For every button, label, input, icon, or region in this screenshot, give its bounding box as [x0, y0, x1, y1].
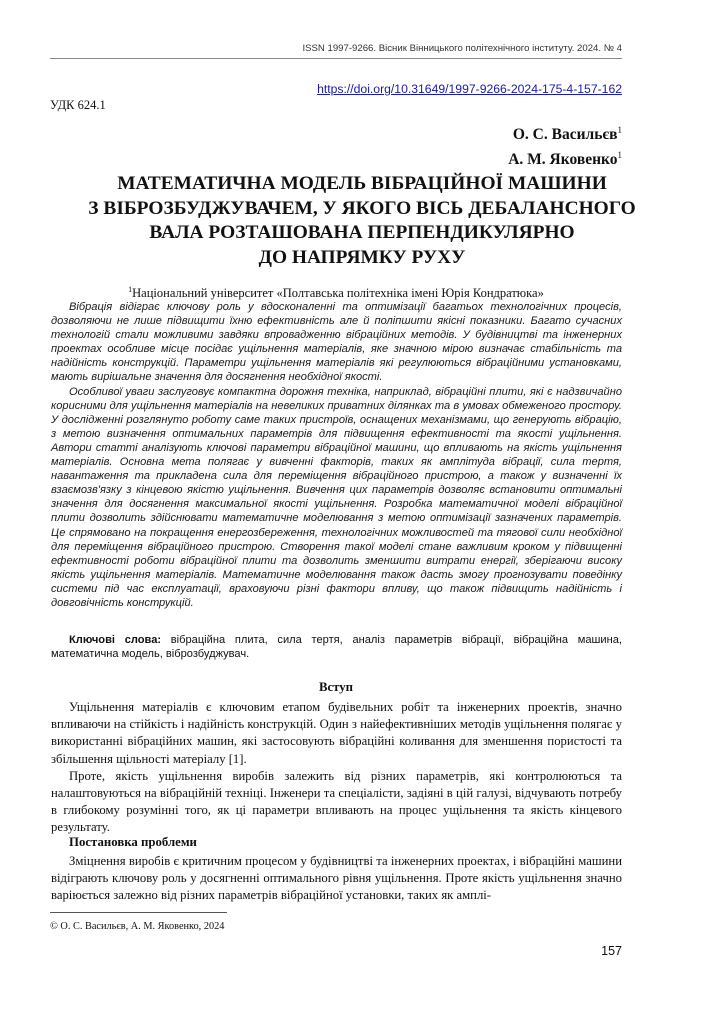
- affiliation: $^1$Національний університет «Полтавська політехніка імені Юрія Кондратюка»: [128, 285, 544, 300]
- footnote-rule: [50, 912, 227, 913]
- author: А. М. Яковенко$^1$: [508, 150, 622, 168]
- title-line: ВАЛА РОЗТАШОВАНА ПЕРПЕНДИКУЛЯРНО: [149, 222, 575, 243]
- abstract-paragraph: Вібрація відіграє ключову роль у вдосконаленні та оптимізації багатьох технологічних процесів, дозволяючи не лише підвищити їхню ефективність але й поліпшити якісні показники. Багато сучасних технологій стали можливими завдяки впровадженню вібраційних методів. У будівництві та інженерних проектах особливе місце посідає ущільнення матеріалів, яке значною мірою визначає стабільність та надійність конструкцій. Параметри ущільнення матеріалів які регулюються вібраційними установками, мають вирішальне значення для досягнення необхідної якості.: [51, 301, 622, 384]
- paper-title: [40, 172, 684, 270]
- doi: [52, 82, 622, 97]
- title-line: МАТЕМАТИЧНА МОДЕЛЬ ВІБРАЦІЙНОЇ МАШИНИ: [117, 173, 607, 194]
- section-body-problem-statement: [51, 853, 622, 905]
- keywords: [51, 633, 622, 662]
- affiliation-mark: 1: [617, 150, 622, 160]
- section-body-introduction: [51, 699, 622, 837]
- keywords-text: вібраційна плита, сила тертя, аналіз параметрів вібрації, вібраційна машина, математична модель, віброзбуджувач.: [51, 634, 622, 661]
- title-line: ДО НАПРЯМКУ РУХУ: [258, 246, 466, 268]
- abstract: [51, 300, 622, 610]
- abstract-paragraph: Особливої уваги заслуговує компактна дорожня техніка, наприклад, вібраційні плити, які є надзвичайно корисними для ущільнення матеріалів на невеликих приватних ділянках та в умовах обмеженого простору. У дослідженні розглянуто роботу саме таких пристроїв, оснащених механізмами, що генерують вібрацію, з метою визначення оптимальних параметрів для підвищення ефективності та якості ущільнення. Автори статті аналізують ключові параметри вібраційної машини, що впливають на якість ущільнення матеріалів. Основна мета полягає у вивченні факторів, таких як амплітуда вібрації, сила тертя, навантаження та прикладена сила для переміщення вібраційного пристрою, а також у визначенні їх взаємозв'язку з кінцевою якістю ущільнення. Вивчення цих параметрів дозволяє встановити оптимальні значення для досягнення максимальної якості ущільнення. Розробка математичної моделі вібраційної плити дозволить здійснювати математичне моделювання з метою оптимізації зазначених параметрів. Це спрямовано на покращення енергозбереження, технологічних можливостей та тягової сили необхідної для переміщення вібраційного пристрою. Створення такої моделі стане важливим кроком у підвищенні ефективності роботи вібраційної плити та дозволить зменшити витрати енергії, зберігаючи високу якість ущільнення матеріалів. Математичне моделювання також дасть змогу прогнозувати поведінку системи під час експлуатації, враховуючи різні фактори впливу, що також підвищить надійність і довговічність конструкцій.: [51, 385, 622, 609]
- body-paragraph: Ущільнення матеріалів є ключовим етапом будівельних робіт та інженерних проектів, значно впливаючи на стійкість і надійність конструкцій. Один з найефективніших методів ущільнення полягає у використанні вібраційних машин, які застосовують вібраційні коливання для зменшення пористості та збільшення щільності матеріалу [1].: [51, 700, 622, 766]
- page-number: 157: [601, 944, 622, 958]
- keywords-label: Ключові слова:: [69, 634, 162, 646]
- running-head: ISSN 1997-9266. Вісник Вінницького політехнічного інституту. 2024. № 4: [302, 43, 622, 54]
- body-paragraph: Проте, якість ущільнення виробів залежить від різних параметрів, які контролюються та налаштовуються на вібраційній техніці. Інженери та спеціалісти, задіяні в цій галузі, відчувають потребу в глибокому розумінні того, як ці параметри впливають на процес ущільнення та якість кінцевого результату.: [51, 768, 622, 835]
- doi-link[interactable]: https://doi.org/10.31649/1997-9266-2024-175-4-157-162: [317, 82, 622, 96]
- title-line: З ВІБРОЗБУДЖУВАЧЕМ, У ЯКОГО ВІСЬ ДЕБАЛАНСНОГО: [88, 197, 636, 219]
- affiliation-mark: 1: [617, 125, 622, 135]
- section-heading-introduction: Вступ: [318, 680, 354, 694]
- udc-code: УДК 624.1: [50, 98, 106, 112]
- author-list: [300, 120, 622, 170]
- affiliation-mark: 1: [128, 285, 133, 294]
- author: О. С. Васильєв$^1$: [512, 125, 622, 143]
- section-heading-problem-statement: Постановка проблеми: [69, 835, 197, 849]
- copyright-notice: © О. С. Васильєв, А. М. Яковенко, 2024: [50, 921, 225, 932]
- body-paragraph: Зміцнення виробів є критичним процесом у будівництві та інженерних проектах, і вібраційні машини відіграють ключову роль у досягненні оптимального рівня ущільнення. Проте якість ущільнення значно варіюється залежно від різних параметрів вібраційної установки, таких як амплі-: [51, 854, 622, 903]
- header-rule: [50, 58, 622, 59]
